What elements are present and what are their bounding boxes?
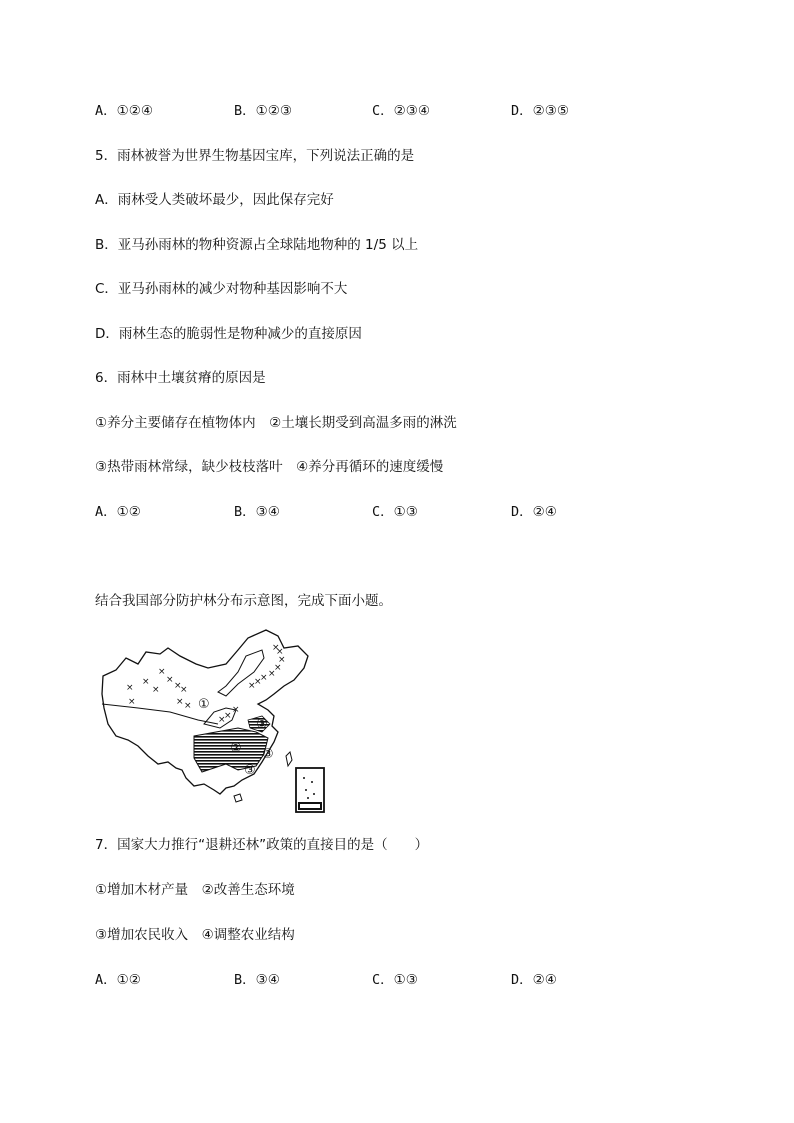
q7-stem: 7．国家大力推行“退耕还林”政策的直接目的是（ ） [95,837,429,853]
map-svg [98,628,328,818]
svg-text:×: × [126,683,134,693]
svg-text:×: × [218,715,226,725]
q4-option-d[interactable]: D．②③⑤ [511,103,569,119]
svg-text:×: × [248,681,256,691]
q5-choice-c[interactable]: C．亚马孙雨林的减少对物种基因影响不大 [95,281,348,297]
q4-option-a[interactable]: A．①②④ [95,103,153,119]
svg-text:②: ② [230,741,242,756]
svg-text:×: × [184,701,192,711]
svg-text:①: ① [198,697,210,712]
svg-text:×: × [276,647,284,657]
svg-text:③: ③ [244,763,256,778]
svg-text:×: × [174,681,182,691]
svg-text:×: × [224,711,232,721]
q7-option-b[interactable]: B．③④ [234,972,280,988]
svg-text:③: ③ [262,747,274,762]
q5-choice-d[interactable]: D．雨林生态的脆弱性是物种减少的直接原因 [95,326,362,342]
svg-text:×: × [180,685,188,695]
q7-statement-1: ①增加木材产量 ②改善生态环境 [95,882,295,898]
q7-option-a[interactable]: A．①② [95,972,141,988]
svg-text:×: × [278,655,286,665]
q7-option-d[interactable]: D．②④ [511,972,557,988]
q5-stem: 5．雨林被誉为世界生物基因宝库，下列说法正确的是 [95,148,415,164]
q5-choice-a[interactable]: A．雨林受人类破坏最少，因此保存完好 [95,192,334,208]
q7-statement-2: ③增加农民收入 ④调整农业结构 [95,927,295,943]
q4-option-c[interactable]: C．②③④ [372,103,430,119]
svg-text:×: × [260,673,268,683]
q6-option-c[interactable]: C．①③ [372,504,418,520]
q7-option-c[interactable]: C．①③ [372,972,418,988]
svg-text:×: × [166,675,174,685]
svg-text:×: × [232,705,240,715]
svg-text:×: × [152,685,160,695]
passage-intro: 结合我国部分防护林分布示意图，完成下面小题。 [95,593,392,609]
china-shelterbelt-map [98,628,328,818]
q4-option-b[interactable]: B．①②③ [234,103,292,119]
svg-text:×: × [272,643,280,653]
svg-text:×: × [176,697,184,707]
q6-statement-1: ①养分主要储存在植物体内 ②土壤长期受到高温多雨的淋洗 [95,415,457,431]
svg-text:×: × [142,677,150,687]
svg-text:③: ③ [256,717,268,732]
q6-option-d[interactable]: D．②④ [511,504,557,520]
svg-text:×: × [268,669,276,679]
svg-text:×: × [254,677,262,687]
q6-stem: 6．雨林中土壤贫瘠的原因是 [95,370,266,386]
q6-option-b[interactable]: B．③④ [234,504,280,520]
svg-text:×: × [158,667,166,677]
q6-statement-2: ③热带雨林常绿，缺少枝枝落叶 ④养分再循环的速度缓慢 [95,459,444,475]
svg-text:×: × [128,697,136,707]
q6-option-a[interactable]: A．①② [95,504,141,520]
svg-text:×: × [274,663,282,673]
q5-choice-b[interactable]: B．亚马孙雨林的物种资源占全球陆地物种的 1/5 以上 [95,237,419,253]
cross-symbols [126,643,286,725]
